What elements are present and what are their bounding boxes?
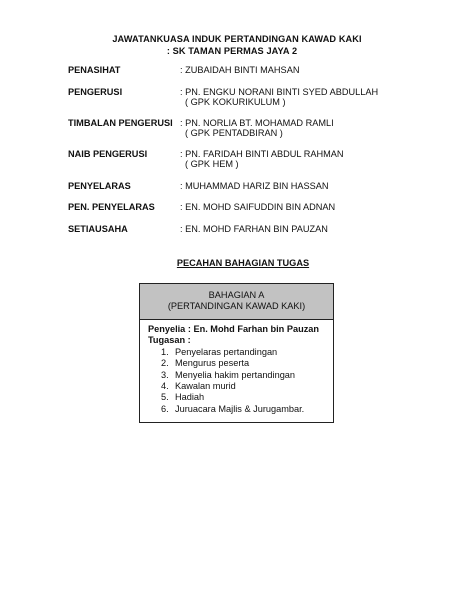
task-text: Hadiah <box>175 392 205 403</box>
list-item: 4. Kawalan murid <box>161 381 236 392</box>
role-label: NAIB PENGERUSI <box>68 149 148 159</box>
task-list <box>148 347 333 415</box>
document-title: JAWATANKUASA INDUK PERTANDINGAN KAWAD KAKI <box>112 34 362 44</box>
role-label: TIMBALAN PENGERUSI <box>68 118 173 128</box>
role-subvalue: ( GPK HEM ) <box>185 159 239 169</box>
panel-title: BAHAGIAN A <box>208 290 265 300</box>
document-subtitle: : SK TAMAN PERMAS JAYA 2 <box>166 46 298 56</box>
task-panel-body <box>140 320 333 415</box>
list-item: 6. Juruacara Majlis & Jurugambar. <box>161 403 305 414</box>
list-item: 2. Mengurus peserta <box>161 358 250 369</box>
task-text: Juruacara Majlis & Jurugambar. <box>175 403 305 414</box>
supervisor-line: Penyelia : En. Mohd Farhan bin Pauzan <box>148 324 320 334</box>
task-panel-header <box>140 284 333 320</box>
task-text: Kawalan murid <box>175 381 236 392</box>
role-value: : MUHAMMAD HARIZ BIN HASSAN <box>180 181 329 191</box>
role-subvalue: ( GPK KOKURIKULUM ) <box>185 97 286 107</box>
role-value: : EN. MOHD FARHAN BIN PAUZAN <box>180 224 328 234</box>
role-label: PENASIHAT <box>68 65 121 75</box>
list-item: 5. Hadiah <box>161 392 205 403</box>
role-label: SETIAUSAHA <box>68 224 128 234</box>
task-text: Penyelaras pertandingan <box>175 346 278 357</box>
role-subvalue: ( GPK PENTADBIRAN ) <box>185 128 283 138</box>
role-label: PENYELARAS <box>68 181 131 191</box>
role-label: PENGERUSI <box>68 87 123 97</box>
task-text: Menyelia hakim pertandingan <box>175 369 296 380</box>
tasks-label: Tugasan : <box>148 335 191 346</box>
role-label: PEN. PENYELARAS <box>68 202 155 212</box>
list-item: 1. Penyelaras pertandingan <box>161 346 278 357</box>
section-heading-text: PECAHAN BAHAGIAN TUGAS <box>176 258 310 268</box>
role-value: : EN. MOHD SAIFUDDIN BIN ADNAN <box>180 202 336 212</box>
panel-subtitle: (PERTANDINGAN KAWAD KAKI) <box>167 301 306 311</box>
task-text: Mengurus peserta <box>175 358 250 369</box>
role-value: : PN. FARIDAH BINTI ABDUL RAHMAN <box>180 149 344 159</box>
list-item: 3. Menyelia hakim pertandingan <box>161 369 296 380</box>
section-heading <box>0 258 474 268</box>
role-value: : ZUBAIDAH BINTI MAHSAN <box>180 65 300 75</box>
task-panel <box>139 283 334 423</box>
role-value: : PN. ENGKU NORANI BINTI SYED ABDULLAH <box>180 87 379 97</box>
role-value: : PN. NORLIA BT. MOHAMAD RAMLI <box>180 118 334 128</box>
